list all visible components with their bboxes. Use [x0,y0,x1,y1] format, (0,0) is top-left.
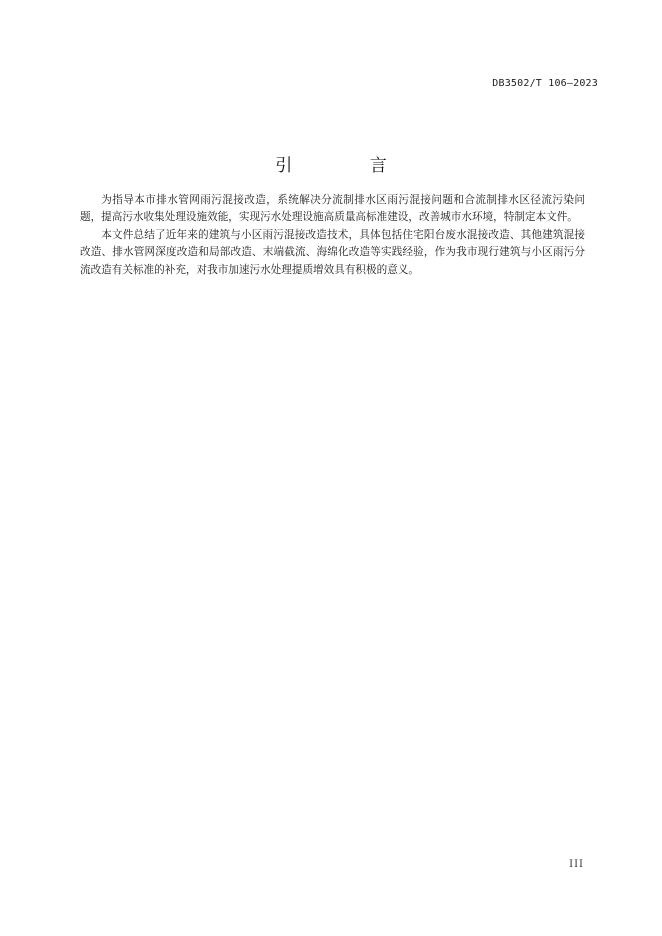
section-title: 引 言 [275,156,423,177]
standard-code: DB3502/T 106—2023 [492,78,598,89]
body-text [80,192,585,279]
page-number: III [569,859,584,870]
paragraph: 为指导本市排水管网雨污混接改造，系统解决分流制排水区雨污混接问题和合流制排水区径流污染问题，提高污水收集处理设施效能，实现污水处理设施高质量高标准建设，改善城市水环境，特制定本文件。 [80,194,585,224]
paragraph: 本文件总结了近年来的建筑与小区雨污混接改造技术，具体包括住宅阳台废水混接改造、其他建筑混接改造、排水管网深度改造和局部改造、末端截流、海绵化改造等实践经验，作为我市现行建筑与小区雨污分流改造有关标准的补充，对我市加速污水处理提质增效具有积极的意义。 [80,228,585,276]
